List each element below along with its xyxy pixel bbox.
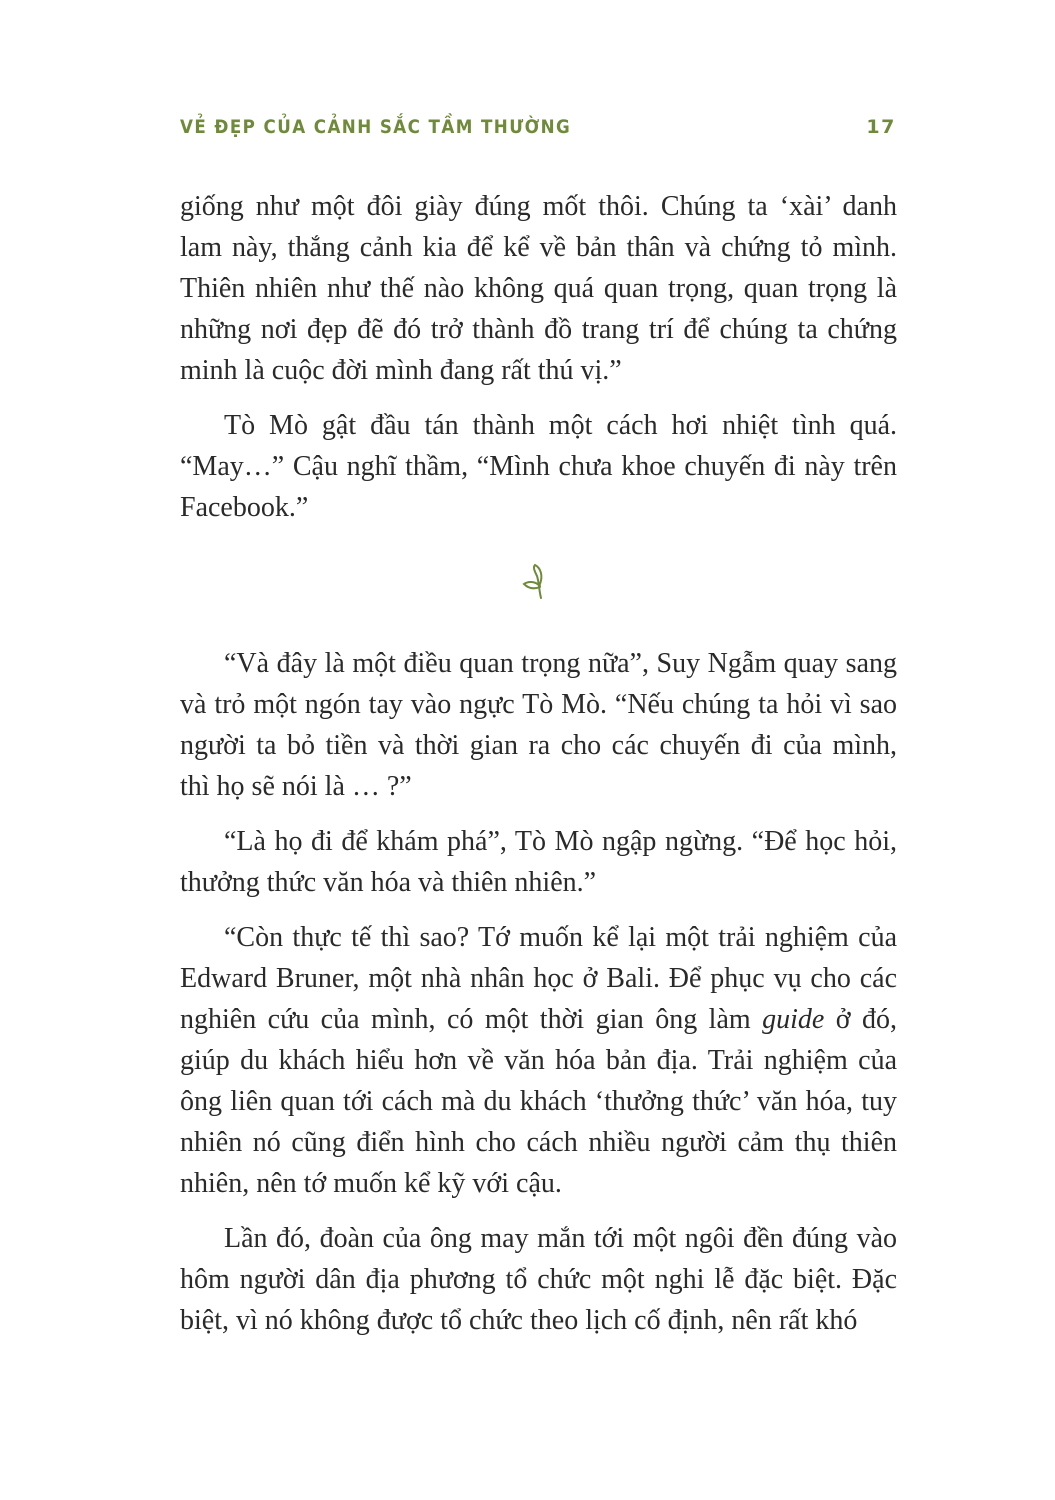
text-line: những nơi đẹp đẽ đó trở thành đồ trang trí để chúng ta chứng <box>180 314 897 345</box>
text-line: nhiên, nên tớ muốn kể kỹ với cậu. <box>180 1168 562 1199</box>
text-line: ông liên quan tới cách mà du khách ‘thưởng thức’ văn hóa, tuy <box>180 1086 897 1117</box>
text-line: thì họ sẽ nói là … ?” <box>180 771 412 802</box>
text-line: nhiên nó cũng điển hình cho cách nhiều người cảm thụ thiên <box>180 1127 897 1158</box>
paragraph <box>180 917 897 1204</box>
paragraph <box>180 1218 897 1341</box>
text-line: Lần đó, đoàn của ông may mắn tới một ngôi đền đúng vào <box>224 1223 897 1254</box>
leaf-sprout-icon <box>519 562 559 602</box>
text-line: giúp du khách hiểu hơn về văn hóa bản địa. Trải nghiệm của <box>180 1045 897 1076</box>
text-line: nghiên cứu của mình, có một thời gian ông làm guide ở đó, <box>180 1004 897 1035</box>
text-block-before-break <box>180 186 897 528</box>
text-line: “Là họ đi để khám phá”, Tò Mò ngập ngừng. “Để học hỏi, <box>224 826 897 857</box>
text-line: người ta bỏ tiền và thời gian ra cho các chuyến đi của mình, <box>180 730 897 761</box>
text-block-after-break <box>180 643 897 1341</box>
text-line: thưởng thức văn hóa và thiên nhiên.” <box>180 867 597 898</box>
text-line: hôm người dân địa phương tổ chức một nghi lễ đặc biệt. Đặc <box>180 1264 897 1295</box>
text-line: Thiên nhiên như thế nào không quá quan trọng, quan trọng là <box>180 273 897 304</box>
page-number: 17 <box>866 116 896 138</box>
running-title: VẺ ĐẸP CỦA CẢNH SẮC TẦM THƯỜNG <box>180 116 572 138</box>
text-line: biệt, vì nó không được tổ chức theo lịch cố định, nên rất khó <box>180 1305 858 1336</box>
text-line: “Còn thực tế thì sao? Tớ muốn kể lại một trải nghiệm của <box>224 922 897 953</box>
running-head <box>180 116 896 146</box>
text-line: giống như một đôi giày đúng mốt thôi. Chúng ta ‘xài’ danh <box>180 191 897 222</box>
text-line: Tò Mò gật đầu tán thành một cách hơi nhiệt tình quá. <box>224 410 897 441</box>
paragraph <box>180 186 897 391</box>
text-line: lam này, thắng cảnh kia để kể về bản thân và chứng tỏ mình. <box>180 232 897 263</box>
text-line: “May…” Cậu nghĩ thầm, “Mình chưa khoe chuyến đi này trên <box>180 451 897 482</box>
paragraph <box>180 821 897 903</box>
text-line: minh là cuộc đời mình đang rất thú vị.” <box>180 355 622 386</box>
text-line: Facebook.” <box>180 492 309 523</box>
text-line: “Và đây là một điều quan trọng nữa”, Suy Ngẫm quay sang <box>224 648 897 679</box>
text-line: Edward Bruner, một nhà nhân học ở Bali. Để phục vụ cho các <box>180 963 897 994</box>
text-line: và trỏ một ngón tay vào ngực Tò Mò. “Nếu chúng ta hỏi vì sao <box>180 689 897 720</box>
paragraph <box>180 405 897 528</box>
paragraph <box>180 643 897 807</box>
italic-term: guide <box>762 1004 825 1035</box>
